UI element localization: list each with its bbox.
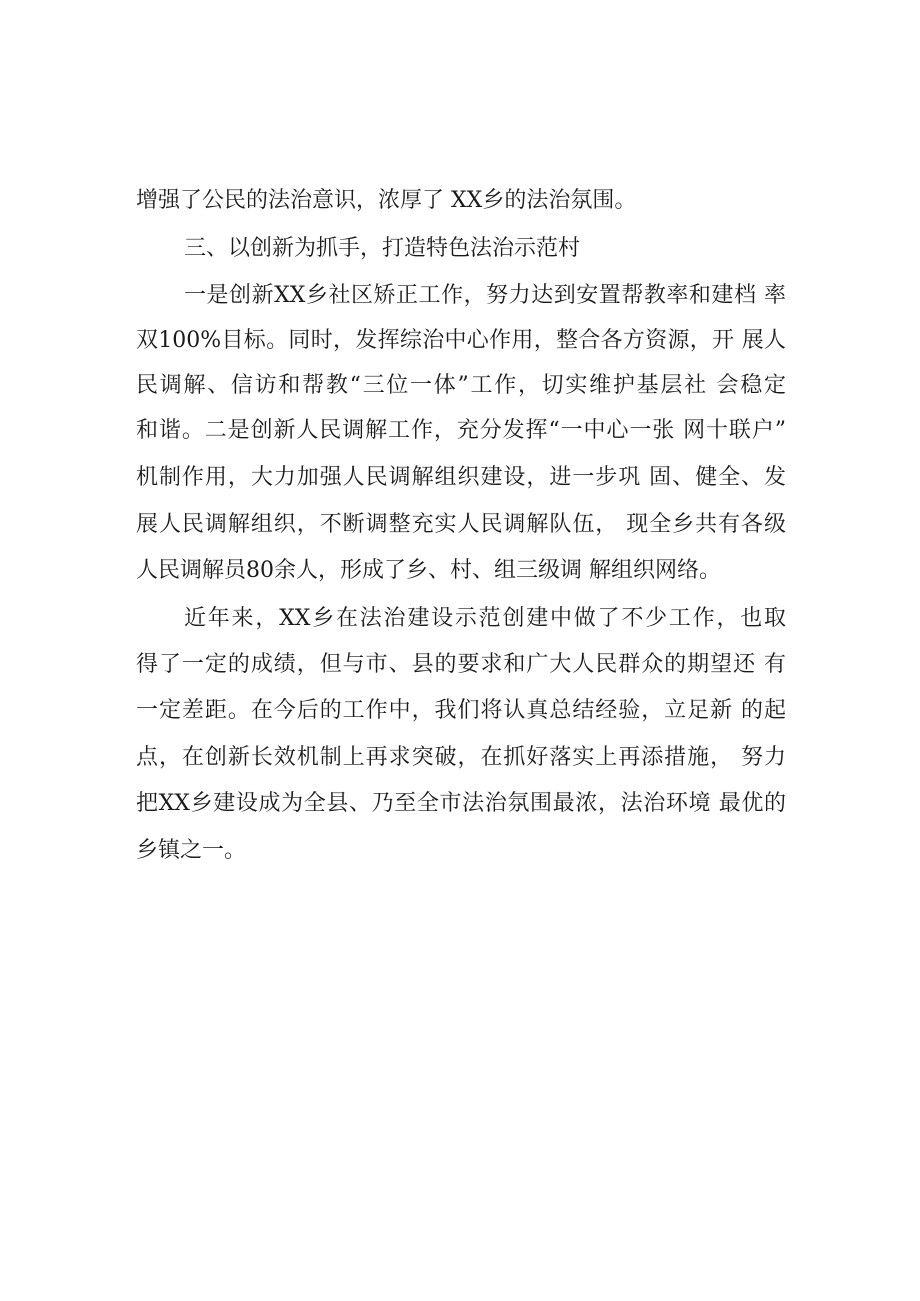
paragraph-line: 乡镇之一。 — [136, 838, 247, 863]
paragraph-line: 近年来，XX乡在法治建设示范创建中做了不少工作，也取 — [184, 606, 786, 631]
paragraph-line: 把XX乡建设成为全县、乃至全市法治氛围最浓，法治环境 最优的 — [136, 791, 786, 816]
paragraph-line: 和谐。二是创新人民调解工作，充分发挥“一中心一张 网十联户” — [136, 418, 786, 443]
paragraph-line: 人民调解员80余人，形成了乡、村、组三级调 解组织网络。 — [136, 558, 721, 583]
paragraph-line: 双100%目标。同时，发挥综治中心作用，整合各方资源，开 展人 — [136, 328, 787, 353]
paragraph-line: 民调解、信访和帮教“三位一体”工作，切实维护基层社 会稳定 — [136, 373, 786, 398]
paragraph-line: 点，在创新长效机制上再求突破，在抓好落实上再添措施， 努力 — [136, 745, 786, 770]
paragraph-line: 一定差距。在今后的工作中，我们将认真总结经验，立足新 的起 — [136, 698, 786, 723]
paragraph-line: 展人民调解组织，不断调整充实人民调解队伍， 现全乡共有各级 — [136, 512, 786, 537]
section-heading: 三、以创新为抓手，打造特色法治示范村 — [184, 236, 581, 261]
paragraph-line: 机制作用，大力加强人民调解组织建设，进一步巩 固、健全、发 — [136, 465, 786, 490]
text-line-continuation: 增强了公民的法治意识，浓厚了 XX乡的法治氛围。 — [136, 188, 637, 213]
paragraph-line: 得了一定的成绩，但与市、县的要求和广大人民群众的期望还 有 — [136, 652, 786, 677]
paragraph-line: 一是创新XX乡社区矫正工作，努力达到安置帮教率和建档 率 — [184, 283, 786, 308]
